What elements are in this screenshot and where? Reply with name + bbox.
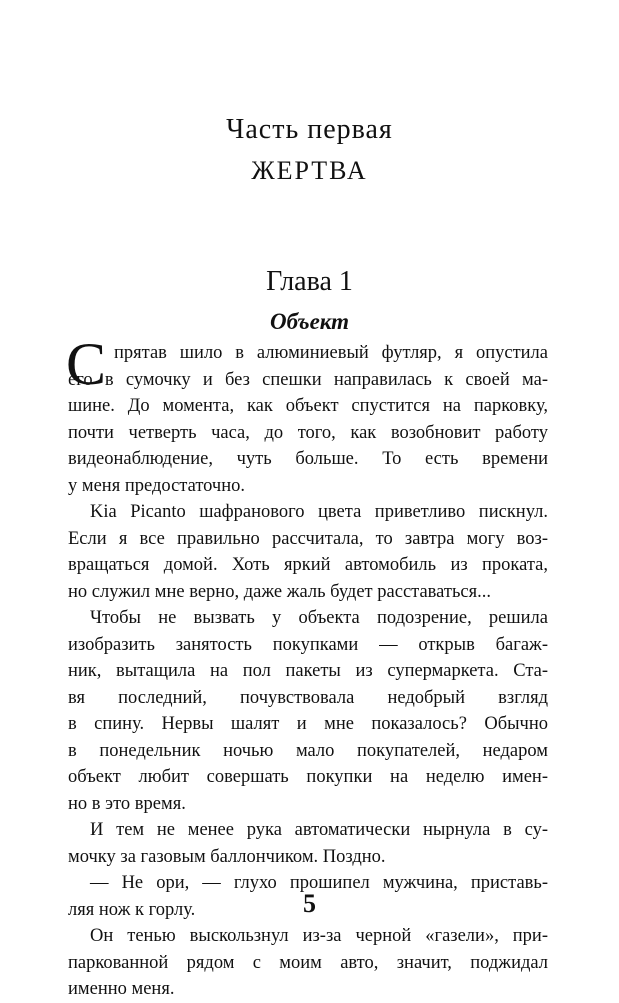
text-line: вя последний, почувствовала недобрый взгляд bbox=[68, 687, 548, 708]
text-line: но служил мне верно, даже жаль будет расставаться... bbox=[68, 581, 492, 602]
paragraph-3 bbox=[68, 605, 548, 817]
text-line: Чтобы не вызвать у объекта подозрение, решила bbox=[90, 608, 548, 628]
text-line: у меня предостаточно. bbox=[68, 475, 246, 496]
text-line: мочку за газовым баллончиком. Поздно. bbox=[68, 846, 386, 867]
text-line: ник, вытащила на пол пакеты из супермаркета. Ста- bbox=[68, 661, 548, 681]
text-line: вращаться домой. Хоть яркий автомобиль из проката, bbox=[68, 555, 548, 575]
chapter-subtitle: Объект bbox=[269, 309, 350, 334]
text-line: И тем не менее рука автоматически нырнула в су- bbox=[90, 820, 548, 840]
text-line: Если я все правильно рассчитала, то завтра могу воз- bbox=[68, 528, 548, 549]
drop-cap: С bbox=[66, 331, 107, 397]
text-line: ляя нож к горлу. bbox=[68, 899, 196, 920]
text-line: почти четверть часа, до того, как возобновит работу bbox=[68, 422, 548, 443]
part-title: Часть первая bbox=[226, 114, 393, 145]
paragraph-6 bbox=[68, 923, 548, 1003]
text-line: изобразить занятость покупками — открыв багаж- bbox=[68, 634, 548, 655]
paragraph-2 bbox=[68, 499, 548, 605]
text-line: паркованной рядом с моим авто, значит, поджидал bbox=[68, 952, 548, 973]
text-line: — Не ори, — глухо прошипел мужчина, приставь- bbox=[90, 873, 548, 893]
text-line: Он тенью выскользнул из-за черной «газели», при- bbox=[90, 926, 548, 946]
text-line: именно меня. bbox=[68, 979, 175, 999]
text-line: в понедельник ночью мало покупателей, недаром bbox=[68, 740, 548, 761]
text-line: его в сумочку и без спешки направилась к своей ма- bbox=[68, 369, 548, 390]
paragraph-1 bbox=[66, 331, 548, 499]
text-line: Kia Picanto шафранового цвета приветливо пискнул. bbox=[90, 502, 548, 522]
text-line: шине. До момента, как объект спустится на парковку, bbox=[68, 396, 548, 416]
part-subtitle: ЖЕРТВА bbox=[251, 156, 368, 185]
text-line: объект любит совершать покупки на неделю имен- bbox=[68, 767, 548, 787]
text-line: видеонаблюдение, чуть больше. То есть времени bbox=[68, 449, 548, 469]
paragraph-4 bbox=[68, 817, 548, 870]
text-line: но в это время. bbox=[68, 793, 186, 814]
text-line: в спину. Нервы шалят и мне показалось? Обычно bbox=[68, 714, 548, 734]
page-number: 5 bbox=[303, 889, 316, 918]
chapter-title: Глава 1 bbox=[266, 266, 353, 297]
text-line: прятав шило в алюминиевый футляр, я опустила bbox=[114, 343, 548, 363]
